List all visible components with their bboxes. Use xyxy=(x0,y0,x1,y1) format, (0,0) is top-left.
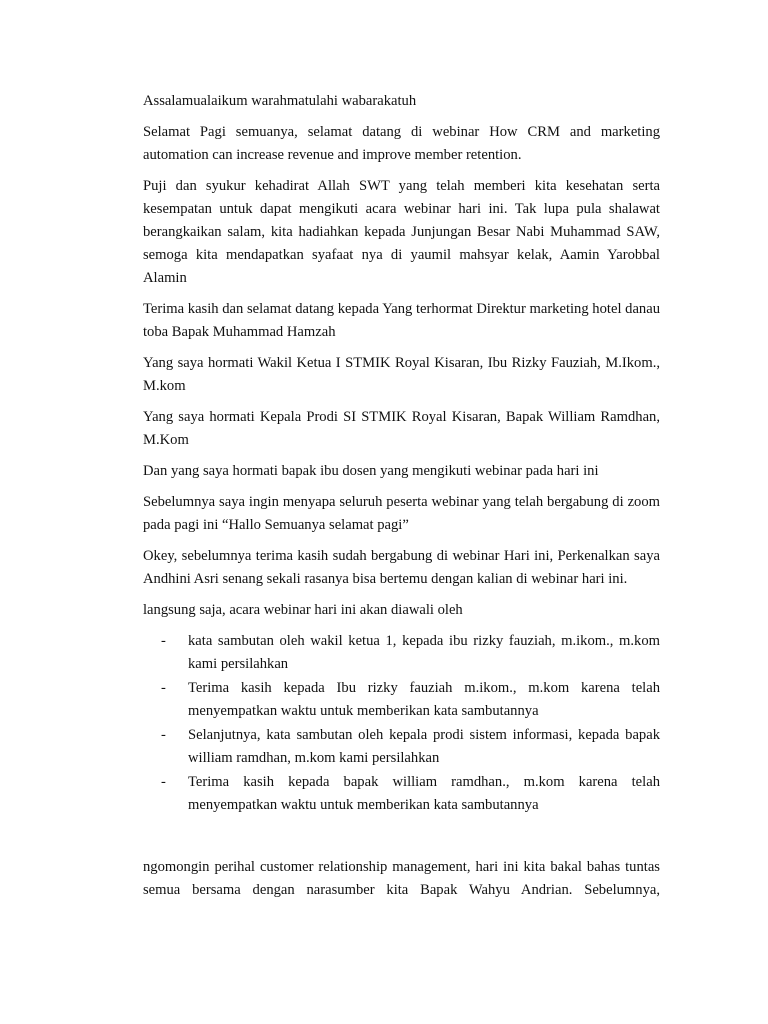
list-bullet: - xyxy=(161,727,166,743)
list-item xyxy=(143,771,660,817)
list-item-text: Selanjutnya, kata sambutan oleh kepala prodi sistem informasi, kepada bapak william ramdhan, m.kom kami persilahkan xyxy=(188,727,660,766)
paragraph-gratitude: Puji dan syukur kehadirat Allah SWT yang telah memberi kita kesehatan serta kesempatan untuk dapat mengikuti acara webinar hari ini. Tak lupa pula shalawat berangkaikan salam, kita hadiahkan kepada Junjungan Besar Nabi Muhammad SAW, semoga kita mendapatkan syafaat nya di yaumil mahsyar kelak, Aamin Yarobbal Alamin xyxy=(143,178,660,286)
document-page xyxy=(143,90,660,910)
paragraph-thanks-director: Terima kasih dan selamat datang kepada Yang terhormat Direktur marketing hotel danau toba Bapak Muhammad Hamzah xyxy=(143,301,660,340)
agenda-list xyxy=(143,630,660,817)
list-item-text: Terima kasih kepada Ibu rizky fauziah m.ikom., m.kom karena telah menyempatkan waktu untuk memberikan kata sambutannya xyxy=(188,680,660,719)
list-item xyxy=(143,724,660,770)
paragraph-agenda-intro: langsung saja, acara webinar hari ini akan diawali oleh xyxy=(143,602,463,618)
paragraph-respect-vice-chair: Yang saya hormati Wakil Ketua I STMIK Royal Kisaran, Ibu Rizky Fauziah, M.Ikom., M.kom xyxy=(143,355,660,394)
list-bullet: - xyxy=(161,633,166,649)
paragraph-greeting: Assalamualaikum warahmatulahi wabarakatuh xyxy=(143,93,417,109)
list-item-text: kata sambutan oleh wakil ketua 1, kepada ibu rizky fauziah, m.ikom., m.kom kami persilahkan xyxy=(188,633,660,672)
section-spacer xyxy=(143,818,660,856)
list-bullet: - xyxy=(161,680,166,696)
list-item-text: Terima kasih kepada bapak william ramdhan., m.kom karena telah menyempatkan waktu untuk memberikan kata sambutannya xyxy=(188,774,660,813)
paragraph-respect-lecturers: Dan yang saya hormati bapak ibu dosen yang mengikuti webinar pada hari ini xyxy=(143,463,599,479)
paragraph-introduction: Okey, sebelumnya terima kasih sudah bergabung di webinar Hari ini, Perkenalkan saya Andhini Asri senang sekali rasanya bisa bertemu dengan kalian di webinar hari ini. xyxy=(143,548,660,587)
paragraph-welcome: Selamat Pagi semuanya, selamat datang di webinar How CRM and marketing automation can increase revenue and improve member retention. xyxy=(143,124,660,163)
paragraph-crm-intro: ngomongin perihal customer relationship management, hari ini kita bakal bahas tuntas semua bersama dengan narasumber kita Bapak Wahyu Andrian. Sebelumnya, xyxy=(143,859,660,898)
list-bullet: - xyxy=(161,774,166,790)
paragraph-respect-head-prodi: Yang saya hormati Kepala Prodi SI STMIK Royal Kisaran, Bapak William Ramdhan, M.Kom xyxy=(143,409,660,448)
list-item xyxy=(143,630,660,676)
paragraph-greet-participants: Sebelumnya saya ingin menyapa seluruh peserta webinar yang telah bergabung di zoom pada pagi ini “Hallo Semuanya selamat pagi” xyxy=(143,494,660,533)
list-item xyxy=(143,677,660,723)
